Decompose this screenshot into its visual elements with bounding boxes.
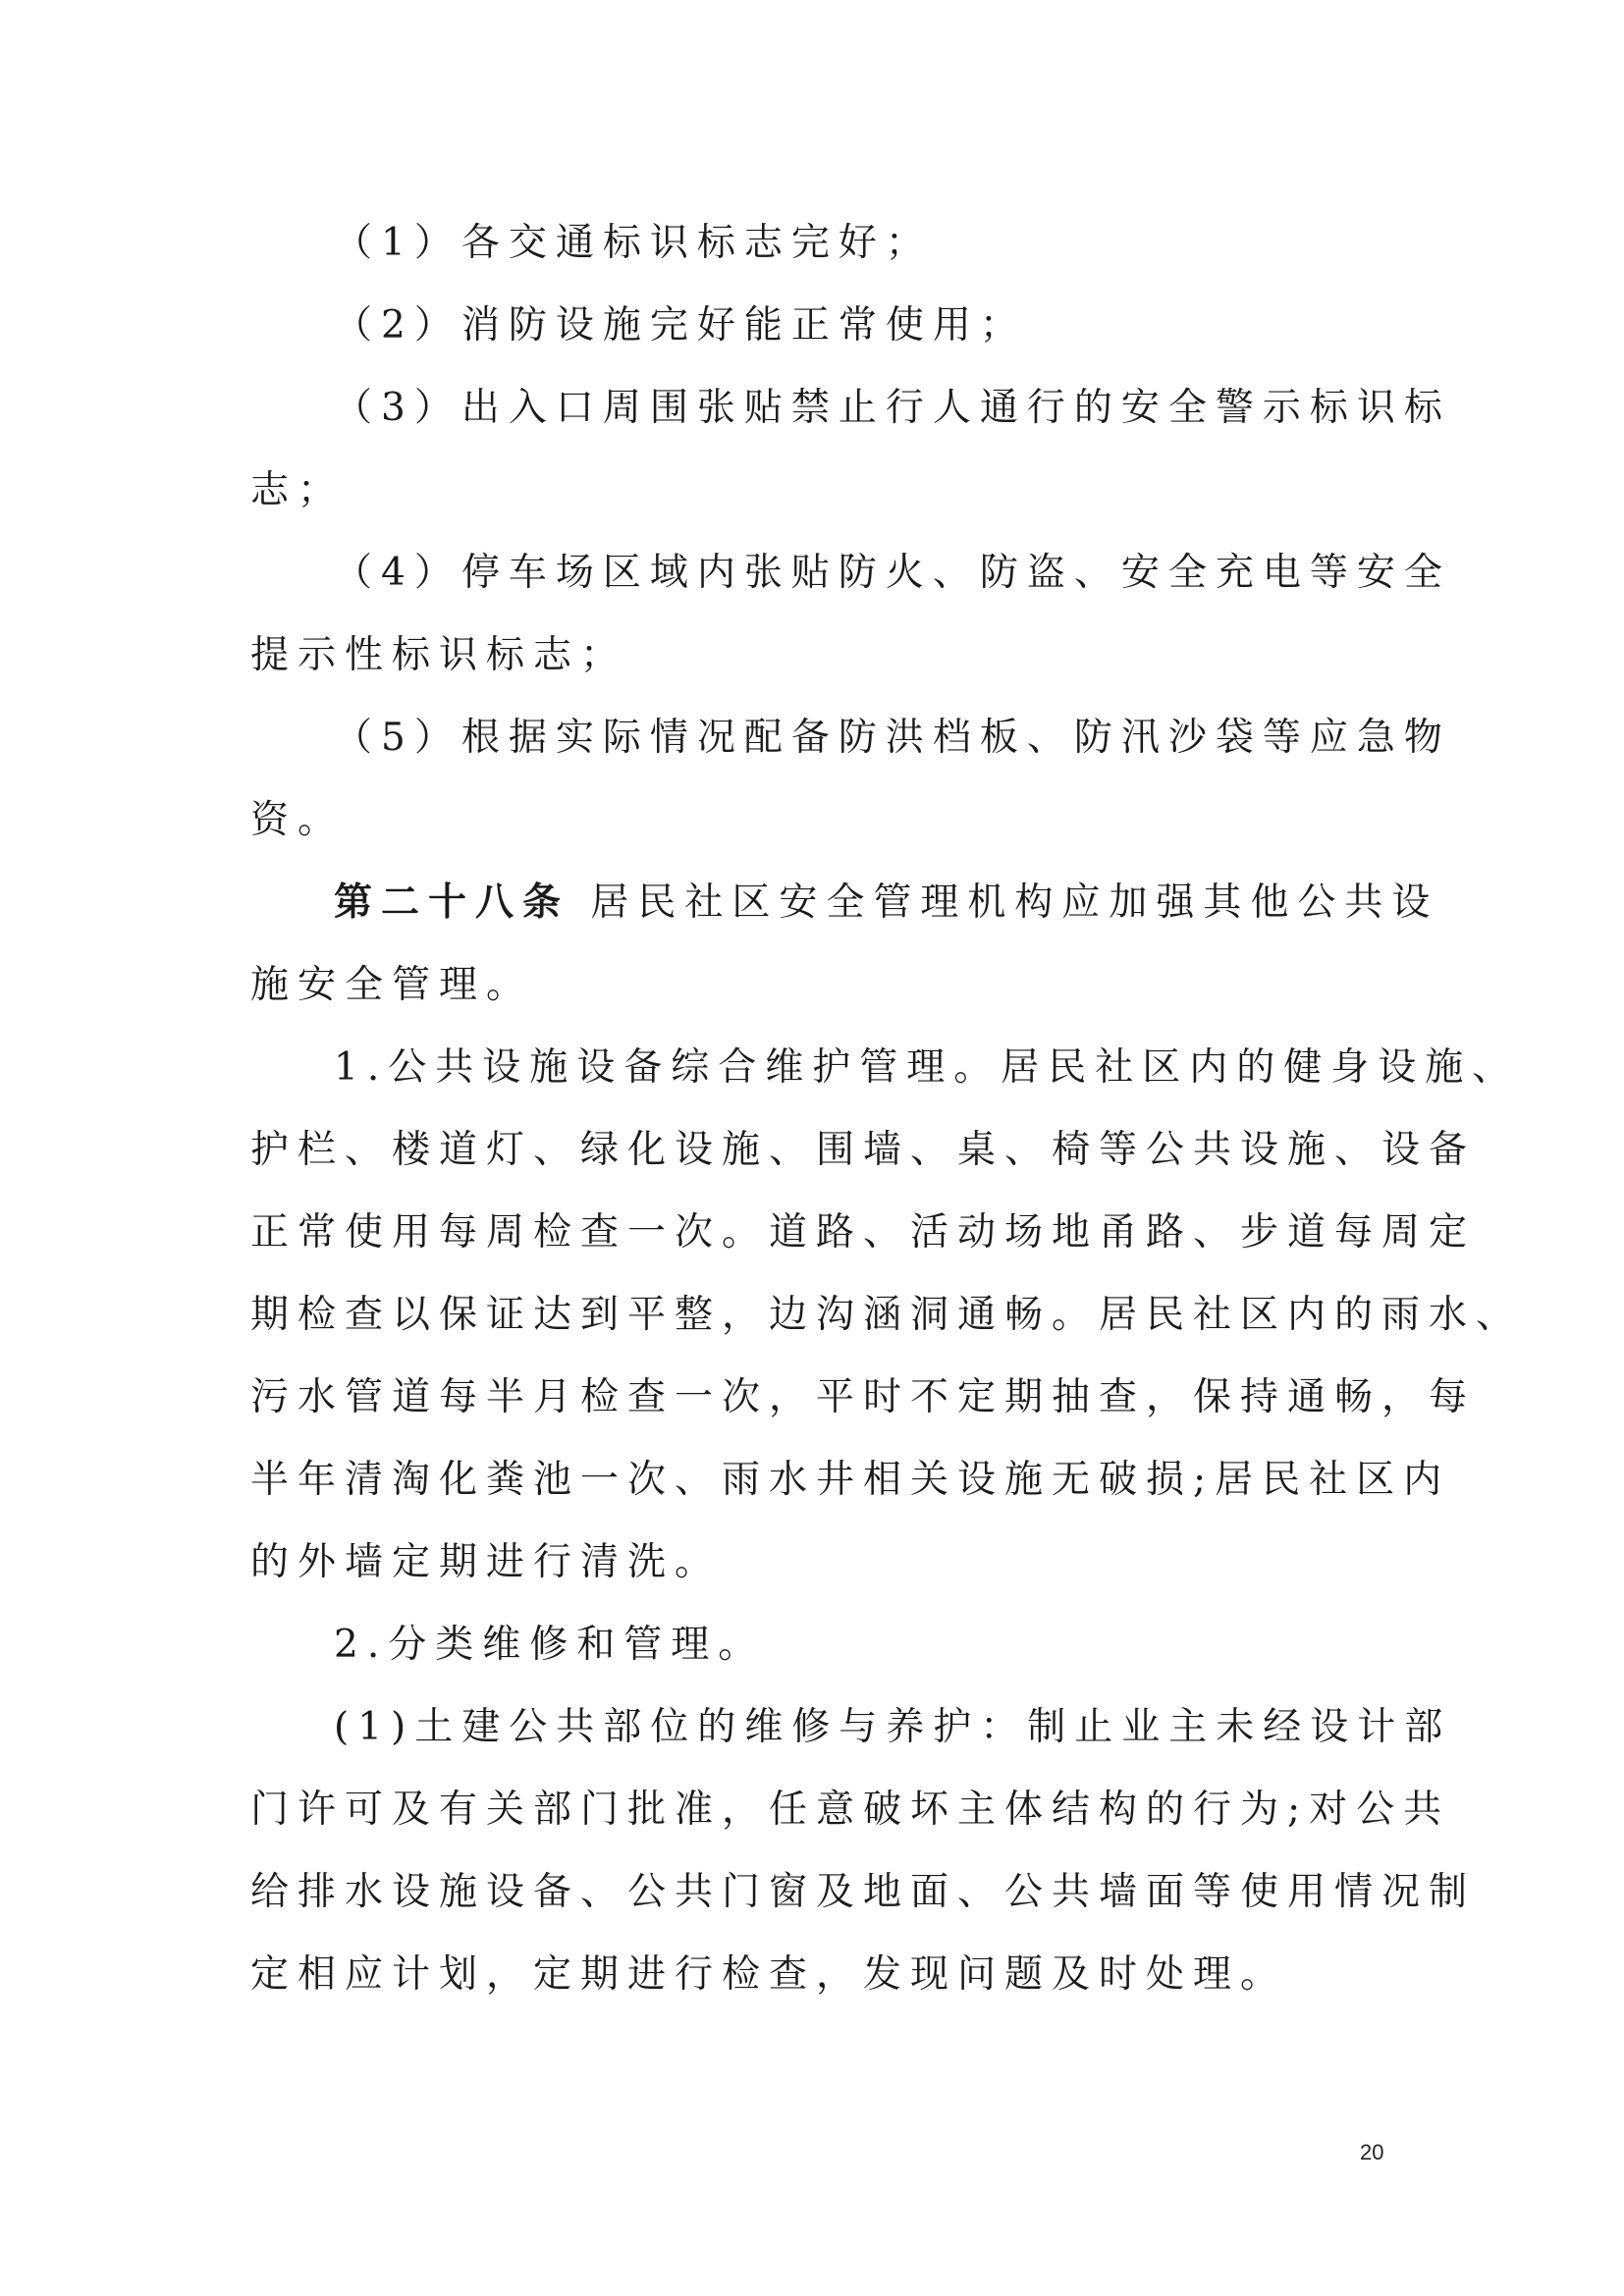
article-28-text: 居民社区安全管理机构应加强其他公共设 (590, 881, 1439, 925)
item-1-line: （1）各交通标识标志完好； (334, 221, 933, 265)
paragraph-1-line-7: 的外墙定期进行清洗。 (250, 1540, 723, 1584)
item-5-line: （5）根据实际情况配备防洪档板、防汛沙袋等应急物 (334, 716, 1451, 760)
paragraph-2-line-1: 2.分类维修和管理。 (334, 1623, 766, 1667)
paragraph-3-line-2: 门许可及有关部门批准，任意破坏主体结构的行为;对公共 (250, 1788, 1451, 1832)
paragraph-3-line-1: (1)土建公共部位的维修与养护：制止业主未经设计部 (334, 1705, 1452, 1749)
item-3-line: （3）出入口周围张贴禁止行人通行的安全警示标识标 (334, 386, 1451, 430)
page-number: 20 (1360, 2140, 1384, 2164)
item-2-line: （2）消防设施完好能正常使用； (334, 303, 1027, 347)
paragraph-1-line-5: 污水管道每半月检查一次，平时不定期抽查，保持通畅，每 (250, 1375, 1477, 1419)
article-28-line (334, 874, 1473, 933)
article-28-continuation: 施安全管理。 (250, 963, 534, 1007)
item-4-line: （4）停车场区域内张贴防火、防盗、安全充电等安全 (334, 551, 1451, 595)
paragraph-1-line-3: 正常使用每周检查一次。道路、活动场地甬路、步道每周定 (250, 1210, 1477, 1255)
article-heading: 第二十八条 (334, 881, 570, 925)
item-5-continuation: 资。 (250, 798, 346, 842)
item-4-continuation: 提示性标识标志； (250, 633, 628, 677)
paragraph-3-line-3: 给排水设施设备、公共门窗及地面、公共墙面等使用情况制 (250, 1870, 1477, 1914)
item-3-continuation: 志； (250, 468, 346, 512)
paragraph-1-line-6: 半年清淘化粪池一次、雨水井相关设施无破损;居民社区内 (250, 1458, 1451, 1502)
paragraph-3-line-4: 定相应计划，定期进行检查，发现问题及时处理。 (250, 1952, 1288, 1997)
paragraph-1-line-1: 1.公共设施设备综合维护管理。居民社区内的健身设施、 (334, 1045, 1520, 1090)
paragraph-1-line-2: 护栏、楼道灯、绿化设施、围墙、桌、椅等公共设施、设备 (250, 1128, 1477, 1172)
paragraph-1-line-4: 期检查以保证达到平整，边沟涵洞通畅。居民社区内的雨水、 (250, 1293, 1524, 1337)
